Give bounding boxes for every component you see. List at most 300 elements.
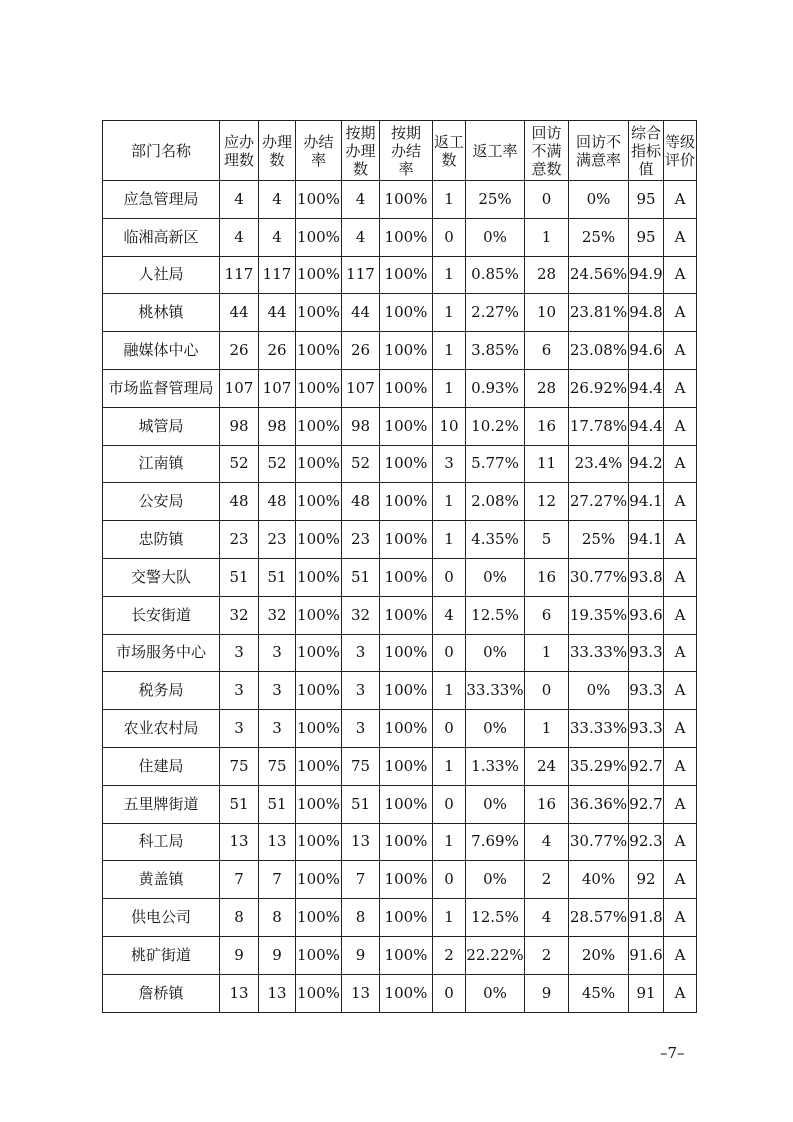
table-cell: 6: [525, 332, 569, 370]
table-cell: 24: [525, 747, 569, 785]
table-cell: 98: [259, 407, 296, 445]
table-cell: 100%: [296, 181, 342, 219]
table-cell: 11: [525, 445, 569, 483]
table-cell: 100%: [296, 294, 342, 332]
table-cell: 1: [525, 218, 569, 256]
table-cell: 51: [259, 785, 296, 823]
table-cell: 28: [525, 256, 569, 294]
table-cell: A: [664, 634, 697, 672]
table-cell: A: [664, 218, 697, 256]
table-cell: 16: [525, 558, 569, 596]
department-name-cell: 供电公司: [103, 899, 220, 937]
table-cell: 44: [342, 294, 380, 332]
table-cell: 100%: [296, 899, 342, 937]
table-cell: A: [664, 521, 697, 559]
table-cell: 33.33%: [569, 634, 629, 672]
table-cell: 10: [433, 407, 466, 445]
department-name-cell: 科工局: [103, 823, 220, 861]
table-cell: 32: [342, 596, 380, 634]
table-cell: 23.08%: [569, 332, 629, 370]
table-cell: 9: [342, 936, 380, 974]
table-cell: 36.36%: [569, 785, 629, 823]
table-cell: 0: [525, 181, 569, 219]
table-cell: 26: [342, 332, 380, 370]
table-cell: A: [664, 483, 697, 521]
table-cell: 100%: [296, 672, 342, 710]
table-cell: 100%: [380, 181, 433, 219]
table-cell: 23: [342, 521, 380, 559]
table-cell: 7: [220, 861, 259, 899]
table-cell: 100%: [296, 558, 342, 596]
table-cell: 94.4: [629, 407, 664, 445]
table-cell: 25%: [466, 181, 525, 219]
table-row: [103, 785, 697, 823]
table-cell: 48: [220, 483, 259, 521]
table-cell: 32: [259, 596, 296, 634]
table-row: [103, 672, 697, 710]
table-cell: 4: [259, 218, 296, 256]
column-header: 回访 不满 意数: [525, 121, 569, 181]
table-cell: 100%: [380, 785, 433, 823]
table-cell: 26.92%: [569, 369, 629, 407]
department-name-cell: 市场监督管理局: [103, 369, 220, 407]
table-cell: 3: [259, 710, 296, 748]
table-cell: 0%: [466, 710, 525, 748]
department-name-cell: 五里牌街道: [103, 785, 220, 823]
table-cell: 9: [525, 974, 569, 1012]
table-cell: A: [664, 445, 697, 483]
table-cell: 0: [433, 974, 466, 1012]
table-cell: 20%: [569, 936, 629, 974]
table-cell: 35.29%: [569, 747, 629, 785]
table-cell: 48: [259, 483, 296, 521]
table-cell: 75: [220, 747, 259, 785]
table-cell: 9: [259, 936, 296, 974]
table-cell: 4: [342, 181, 380, 219]
table-cell: 98: [220, 407, 259, 445]
table-cell: 2: [433, 936, 466, 974]
table-cell: A: [664, 823, 697, 861]
table-cell: 100%: [380, 294, 433, 332]
table-cell: 13: [220, 974, 259, 1012]
table-cell: 51: [220, 558, 259, 596]
table-cell: 93.3: [629, 672, 664, 710]
table-cell: 0: [433, 710, 466, 748]
table-cell: A: [664, 672, 697, 710]
table-cell: 92.7: [629, 785, 664, 823]
table-cell: 4: [433, 596, 466, 634]
table-cell: 1: [525, 634, 569, 672]
table-cell: 100%: [296, 710, 342, 748]
table-cell: 100%: [380, 899, 433, 937]
column-header: 综合 指标 值: [629, 121, 664, 181]
table-cell: 19.35%: [569, 596, 629, 634]
table-cell: 100%: [296, 936, 342, 974]
table-cell: 1: [433, 181, 466, 219]
table-cell: 44: [259, 294, 296, 332]
table-cell: 93.6: [629, 596, 664, 634]
table-cell: 100%: [380, 445, 433, 483]
table-cell: A: [664, 294, 697, 332]
table-cell: 2: [525, 861, 569, 899]
table-cell: A: [664, 861, 697, 899]
table-cell: 3: [342, 710, 380, 748]
table-cell: A: [664, 596, 697, 634]
table-cell: 117: [342, 256, 380, 294]
table-cell: 0: [433, 558, 466, 596]
table-cell: 94.8: [629, 294, 664, 332]
table-cell: 9: [220, 936, 259, 974]
table-cell: 100%: [296, 407, 342, 445]
table-cell: 52: [342, 445, 380, 483]
department-name-cell: 临湘高新区: [103, 218, 220, 256]
table-cell: 1: [433, 521, 466, 559]
table-cell: 26: [220, 332, 259, 370]
table-cell: 95: [629, 218, 664, 256]
table-cell: 51: [220, 785, 259, 823]
table-cell: 12.5%: [466, 596, 525, 634]
table-cell: 93.3: [629, 634, 664, 672]
table-cell: 28.57%: [569, 899, 629, 937]
department-name-cell: 桃林镇: [103, 294, 220, 332]
table-cell: 1: [525, 710, 569, 748]
table-cell: A: [664, 332, 697, 370]
table-cell: 0%: [466, 218, 525, 256]
department-name-cell: 忠防镇: [103, 521, 220, 559]
table-body: [103, 181, 697, 1013]
header-row: [103, 121, 697, 181]
table-row: [103, 407, 697, 445]
table-cell: 3: [259, 634, 296, 672]
department-name-cell: 税务局: [103, 672, 220, 710]
table-cell: 98: [342, 407, 380, 445]
table-row: [103, 332, 697, 370]
table-cell: 12.5%: [466, 899, 525, 937]
table-cell: 92.3: [629, 823, 664, 861]
table-row: [103, 634, 697, 672]
table-cell: 94.2: [629, 445, 664, 483]
table-cell: 100%: [380, 218, 433, 256]
table-cell: 13: [342, 974, 380, 1012]
table-cell: 100%: [296, 256, 342, 294]
department-name-cell: 黄盖镇: [103, 861, 220, 899]
column-header: 回访不 满意率: [569, 121, 629, 181]
table-cell: 12: [525, 483, 569, 521]
table-cell: 23.4%: [569, 445, 629, 483]
table-cell: 8: [342, 899, 380, 937]
table-row: [103, 521, 697, 559]
table-cell: 91.8: [629, 899, 664, 937]
table-cell: 1: [433, 899, 466, 937]
table-cell: 1: [433, 747, 466, 785]
table-cell: 100%: [296, 785, 342, 823]
column-header: 等级 评价: [664, 121, 697, 181]
table-cell: 100%: [380, 747, 433, 785]
table-cell: 94.1: [629, 521, 664, 559]
table-row: [103, 710, 697, 748]
table-cell: 52: [259, 445, 296, 483]
table-cell: 107: [259, 369, 296, 407]
table-cell: 100%: [296, 861, 342, 899]
department-name-cell: 桃矿街道: [103, 936, 220, 974]
department-name-cell: 城管局: [103, 407, 220, 445]
table-cell: 1: [433, 483, 466, 521]
table-row: [103, 445, 697, 483]
table-cell: 100%: [380, 407, 433, 445]
table-cell: 0.93%: [466, 369, 525, 407]
table-cell: 4.35%: [466, 521, 525, 559]
table-cell: A: [664, 747, 697, 785]
table-cell: 0%: [466, 861, 525, 899]
department-name-cell: 应急管理局: [103, 181, 220, 219]
department-name-cell: 长安街道: [103, 596, 220, 634]
table-cell: 22.22%: [466, 936, 525, 974]
column-header: 按期 办理 数: [342, 121, 380, 181]
table-cell: 30.77%: [569, 558, 629, 596]
table-cell: 3: [433, 445, 466, 483]
table-cell: 26: [259, 332, 296, 370]
table-cell: 3: [342, 634, 380, 672]
table-cell: 13: [259, 823, 296, 861]
table-cell: A: [664, 407, 697, 445]
table-row: [103, 974, 697, 1012]
table-cell: 17.78%: [569, 407, 629, 445]
table-row: [103, 218, 697, 256]
table-cell: A: [664, 899, 697, 937]
table-cell: 44: [220, 294, 259, 332]
table-cell: 100%: [296, 332, 342, 370]
table-cell: 100%: [380, 672, 433, 710]
table-cell: 100%: [380, 558, 433, 596]
table-cell: 117: [220, 256, 259, 294]
table-cell: 40%: [569, 861, 629, 899]
table-row: [103, 256, 697, 294]
table-row: [103, 596, 697, 634]
table-cell: 0%: [466, 558, 525, 596]
table-cell: 100%: [380, 634, 433, 672]
column-header: 按期 办结 率: [380, 121, 433, 181]
table-cell: 1: [433, 256, 466, 294]
department-name-cell: 住建局: [103, 747, 220, 785]
table-cell: 91.6: [629, 936, 664, 974]
table-cell: 10.2%: [466, 407, 525, 445]
table-cell: A: [664, 936, 697, 974]
table-cell: 2.27%: [466, 294, 525, 332]
table-cell: 23: [259, 521, 296, 559]
table-cell: 0%: [466, 785, 525, 823]
table-cell: 0%: [466, 974, 525, 1012]
table-cell: 100%: [380, 256, 433, 294]
table-cell: 51: [342, 558, 380, 596]
table-cell: 4: [525, 899, 569, 937]
ranking-table: [102, 120, 697, 1013]
table-cell: 100%: [296, 974, 342, 1012]
department-name-cell: 公安局: [103, 483, 220, 521]
table-cell: 92.7: [629, 747, 664, 785]
table-cell: 1: [433, 369, 466, 407]
table-cell: 75: [259, 747, 296, 785]
table-row: [103, 294, 697, 332]
table-cell: 1: [433, 672, 466, 710]
table-cell: 100%: [380, 823, 433, 861]
table-cell: 100%: [296, 596, 342, 634]
department-name-cell: 融媒体中心: [103, 332, 220, 370]
department-name-cell: 人社局: [103, 256, 220, 294]
table-cell: 93.8: [629, 558, 664, 596]
table-cell: 75: [342, 747, 380, 785]
table-cell: 3: [220, 672, 259, 710]
table-cell: 1.33%: [466, 747, 525, 785]
table-cell: 13: [342, 823, 380, 861]
table-cell: 0%: [466, 634, 525, 672]
table-cell: 0.85%: [466, 256, 525, 294]
table-cell: 0%: [569, 672, 629, 710]
table-cell: 3: [220, 634, 259, 672]
table-cell: 91: [629, 974, 664, 1012]
table-cell: 13: [220, 823, 259, 861]
table-cell: 0: [525, 672, 569, 710]
table-cell: 23: [220, 521, 259, 559]
table-cell: 3: [220, 710, 259, 748]
table-cell: 52: [220, 445, 259, 483]
table-cell: 0: [433, 785, 466, 823]
table-cell: 100%: [380, 332, 433, 370]
table-cell: 25%: [569, 521, 629, 559]
table-cell: A: [664, 558, 697, 596]
table-cell: 27.27%: [569, 483, 629, 521]
page-number: –7–: [660, 1044, 685, 1062]
table-cell: 92: [629, 861, 664, 899]
table-cell: 8: [259, 899, 296, 937]
table-cell: 16: [525, 407, 569, 445]
table-cell: 94.9: [629, 256, 664, 294]
table-cell: 51: [259, 558, 296, 596]
column-header: 应办 理数: [220, 121, 259, 181]
table-row: [103, 936, 697, 974]
table-cell: 100%: [296, 747, 342, 785]
table-cell: 100%: [380, 483, 433, 521]
table-cell: 0: [433, 634, 466, 672]
table-cell: 100%: [296, 823, 342, 861]
table-cell: 94.6: [629, 332, 664, 370]
table-row: [103, 483, 697, 521]
table-row: [103, 823, 697, 861]
table-cell: 23.81%: [569, 294, 629, 332]
column-header: 返工率: [466, 121, 525, 181]
table-cell: 100%: [380, 596, 433, 634]
table-cell: 5: [525, 521, 569, 559]
table-cell: 100%: [296, 218, 342, 256]
table-cell: 1: [433, 294, 466, 332]
table-cell: A: [664, 974, 697, 1012]
table-header: [103, 121, 697, 181]
table-cell: 45%: [569, 974, 629, 1012]
table-cell: 94.4: [629, 369, 664, 407]
department-name-cell: 交警大队: [103, 558, 220, 596]
table-cell: 2.08%: [466, 483, 525, 521]
department-name-cell: 市场服务中心: [103, 634, 220, 672]
table-cell: 7: [259, 861, 296, 899]
table-cell: A: [664, 256, 697, 294]
table-cell: A: [664, 710, 697, 748]
table-cell: 13: [259, 974, 296, 1012]
table-cell: A: [664, 181, 697, 219]
table-cell: 107: [342, 369, 380, 407]
table-cell: 100%: [296, 445, 342, 483]
table-cell: 51: [342, 785, 380, 823]
table-cell: 6: [525, 596, 569, 634]
column-header: 部门名称: [103, 121, 220, 181]
table-cell: 3.85%: [466, 332, 525, 370]
table-cell: 0: [433, 861, 466, 899]
department-name-cell: 农业农村局: [103, 710, 220, 748]
column-header: 办理 数: [259, 121, 296, 181]
table-cell: 48: [342, 483, 380, 521]
table-cell: 33.33%: [466, 672, 525, 710]
table-cell: 107: [220, 369, 259, 407]
table-cell: 7.69%: [466, 823, 525, 861]
table-cell: 100%: [296, 521, 342, 559]
table-cell: 33.33%: [569, 710, 629, 748]
table-cell: 100%: [380, 861, 433, 899]
table-cell: 4: [342, 218, 380, 256]
table-cell: 32: [220, 596, 259, 634]
department-name-cell: 江南镇: [103, 445, 220, 483]
table-cell: 4: [525, 823, 569, 861]
table-cell: 4: [220, 218, 259, 256]
table-row: [103, 181, 697, 219]
table-cell: 3: [342, 672, 380, 710]
column-header: 返工 数: [433, 121, 466, 181]
table-cell: 7: [342, 861, 380, 899]
table-cell: 2: [525, 936, 569, 974]
table-cell: 4: [259, 181, 296, 219]
table-cell: 5.77%: [466, 445, 525, 483]
table-cell: 94.1: [629, 483, 664, 521]
table-cell: 100%: [380, 974, 433, 1012]
table-cell: 10: [525, 294, 569, 332]
table-row: [103, 558, 697, 596]
table-cell: 117: [259, 256, 296, 294]
table-cell: 100%: [380, 521, 433, 559]
table-cell: 4: [220, 181, 259, 219]
department-name-cell: 詹桥镇: [103, 974, 220, 1012]
table-cell: 100%: [380, 369, 433, 407]
table-cell: 95: [629, 181, 664, 219]
table-cell: 16: [525, 785, 569, 823]
table-cell: 100%: [296, 634, 342, 672]
table-cell: 30.77%: [569, 823, 629, 861]
table-row: [103, 747, 697, 785]
table-cell: 1: [433, 823, 466, 861]
table-cell: A: [664, 369, 697, 407]
table-cell: 93.3: [629, 710, 664, 748]
table-row: [103, 369, 697, 407]
table-row: [103, 899, 697, 937]
table-cell: 0%: [569, 181, 629, 219]
table-cell: A: [664, 785, 697, 823]
table-row: [103, 861, 697, 899]
table-cell: 28: [525, 369, 569, 407]
table-cell: 25%: [569, 218, 629, 256]
table-cell: 100%: [296, 483, 342, 521]
table-cell: 100%: [380, 936, 433, 974]
table-cell: 8: [220, 899, 259, 937]
table-cell: 3: [259, 672, 296, 710]
table-cell: 1: [433, 332, 466, 370]
table-cell: 100%: [296, 369, 342, 407]
column-header: 办结 率: [296, 121, 342, 181]
